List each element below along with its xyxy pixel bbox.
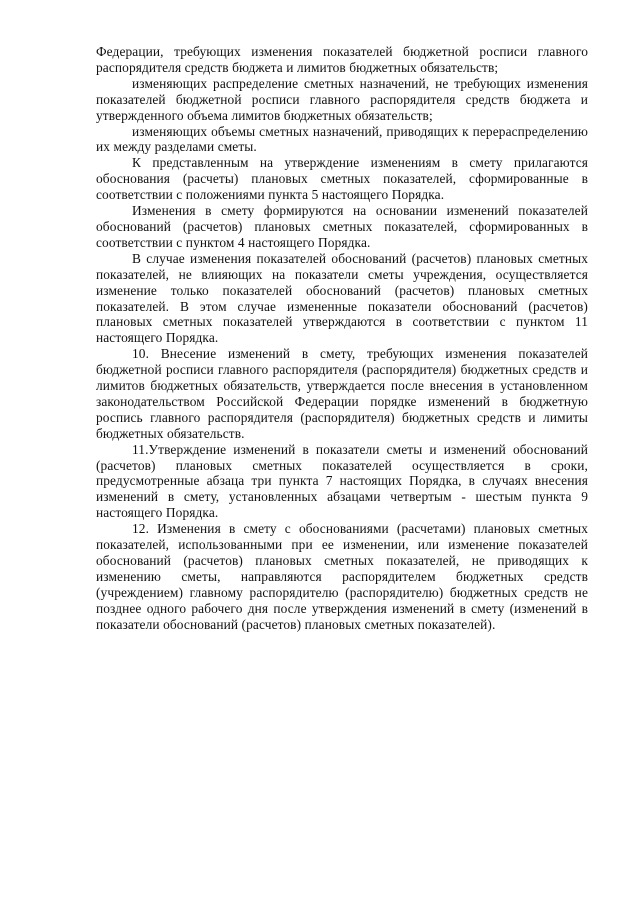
paragraph-continuation: Федерации, требующих изменения показателей бюджетной росписи главного распорядителя средств бюджета и лимитов бюджетных обязательств; (96, 44, 588, 75)
paragraph-attachments: К представленным на утверждение изменениям в смету прилагаются обоснования (расчеты) плановых сметных показателей, сформированные в соответствии с положениями пункта 5 настоящего Порядка. (96, 155, 588, 203)
paragraph-item-11: 11.Утверждение изменений в показатели сметы и изменений обоснований (расчетов) плановых сметных показателей осуществляется в сроки, предусмотренные абзаца три пункта 7 настоящих Порядка, в случаях внесения изменений в смету, установленных абзацами четвертым - шестым пункта 9 настоящего Порядка. (96, 441, 588, 521)
paragraph-case-change: В случае изменения показателей обоснований (расчетов) плановых сметных показателей, не влияющих на показатели сметы учреждения, осуществляется изменение только показателей обоснований (расчетов) плановых сметных показателей. В этом случае измененные показатели обоснований (расчетов) плановых сметных показателей утверждаются в соответствии с пунктом 11 настоящего Порядка. (96, 250, 588, 346)
paragraph-formation: Изменения в смету формируются на основании изменений показателей обоснований (расчетов) плановых сметных показателей, сформированных в соответствии с пунктом 4 настоящего Порядка. (96, 203, 588, 250)
paragraph-volume-change: изменяющих объемы сметных назначений, приводящих к перераспределению их между разделами сметы. (96, 123, 588, 155)
paragraph-item-12: 12. Изменения в смету с обоснованиями (расчетами) плановых сметных показателей, использованными при ее изменении, или изменение показателей обоснований (расчетов) плановых сметных показателей, не приводящих к изменению сметы, направляются распорядителем бюджетных средств (учреждением) главному распорядителю (распорядителю) бюджетных средств не позднее одного рабочего дня после утверждения изменений в смету (изменений в показатели обоснований (расчетов) плановых сметных показателей). (96, 521, 588, 632)
paragraph-distribution-change: изменяющих распределение сметных назначений, не требующих изменения показателей бюджетной росписи главного распорядителя средств бюджета и утвержденного объема лимитов бюджетных обязательств; (96, 75, 588, 123)
paragraph-item-10: 10. Внесение изменений в смету, требующих изменения показателей бюджетной росписи главного распорядителя (распорядителя) бюджетных средств и лимитов бюджетных обязательств, утверждается после внесения в установленном законодательством Российской Федерации порядке изменений в бюджетную роспись главного распорядителя (распорядителя) бюджетных средств и лимиты бюджетных обязательств. (96, 346, 588, 441)
